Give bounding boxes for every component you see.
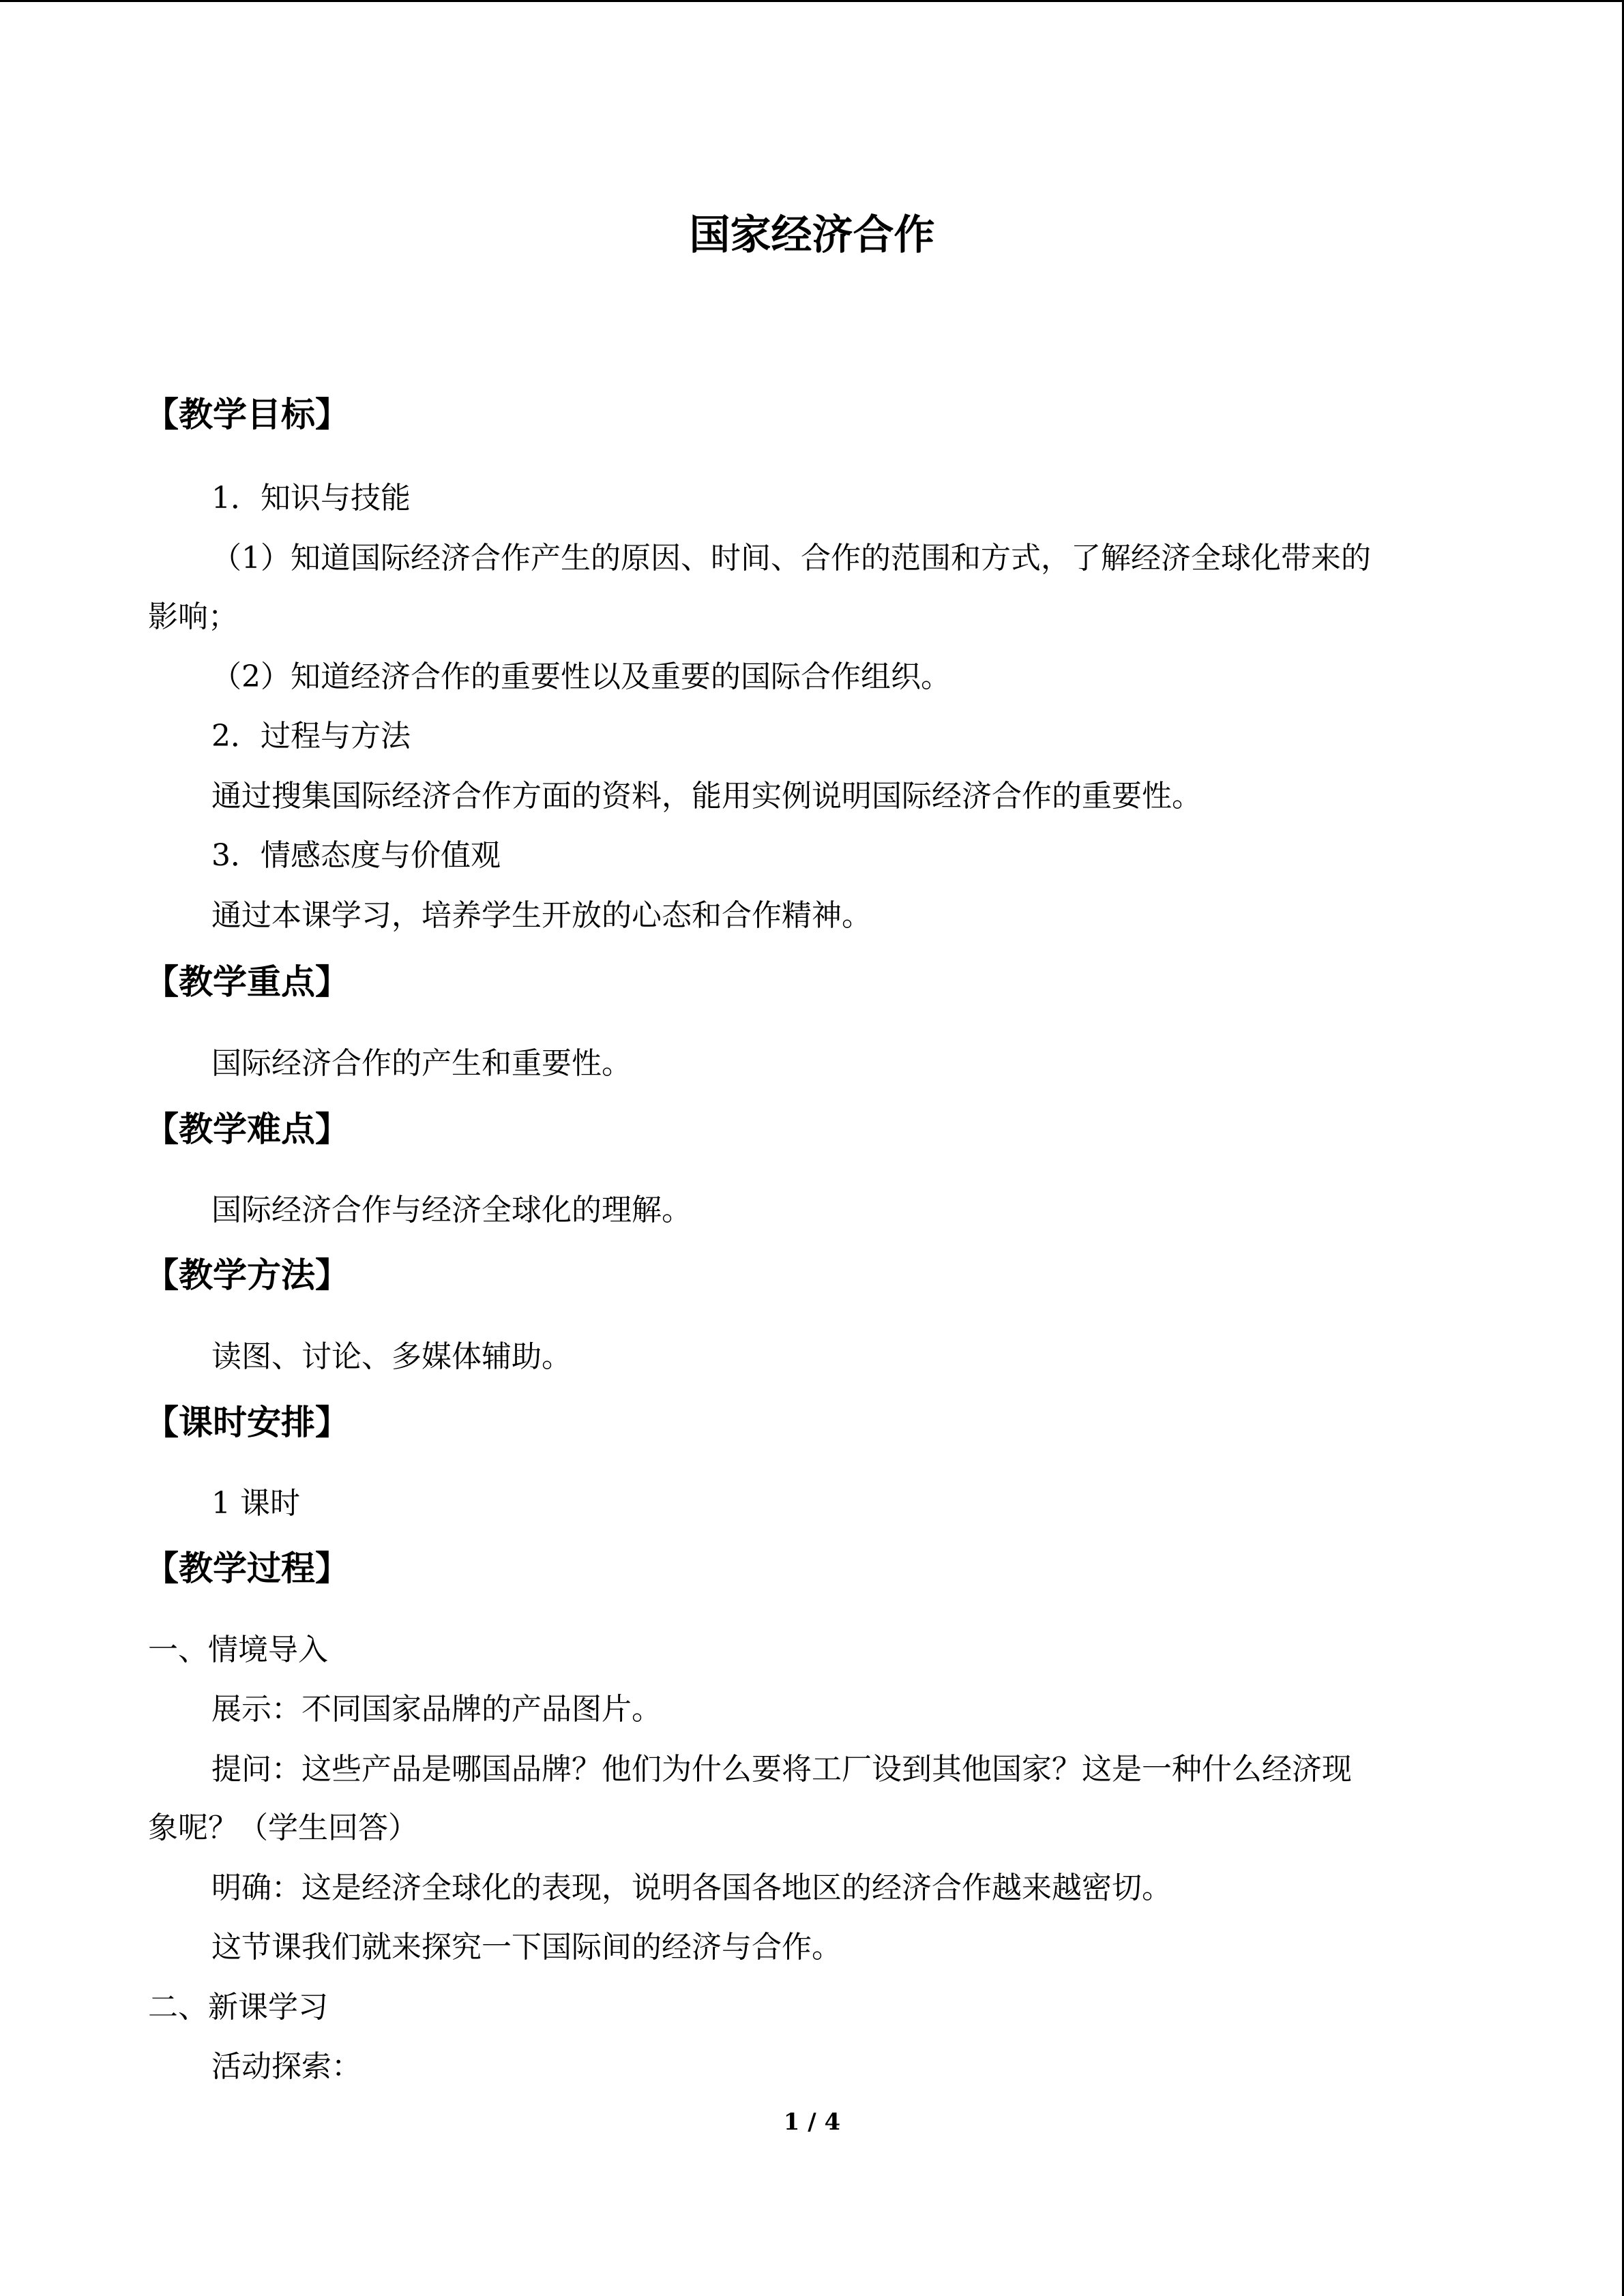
methods-text: 读图、讨论、多媒体辅助。 [211, 1339, 572, 1374]
goals-item-2: 2．过程与方法 [211, 719, 411, 754]
process-paragraph-1: 展示：不同国家品牌的产品图片。 [211, 1692, 662, 1727]
process-paragraph-2-line-1: 提问：这些产品是哪国品牌？他们为什么要将工厂设到其他国家？这是一种什么经济现 [211, 1752, 1352, 1787]
difficulties-text: 国际经济合作与经济全球化的理解。 [211, 1193, 692, 1227]
section-heading-key-points: 【教学重点】 [145, 962, 349, 1002]
process-paragraph-2-line-2: 象呢？（学生回答） [148, 1810, 418, 1845]
goals-item-3-paragraph: 通过本课学习，培养学生开放的心态和合作精神。 [211, 898, 872, 933]
section-heading-schedule: 【课时安排】 [145, 1403, 349, 1442]
goals-item-1: 1．知识与技能 [211, 481, 411, 516]
process-paragraph-4: 这节课我们就来探究一下国际间的经济与合作。 [211, 1930, 842, 1965]
goals-item-1-paragraph-1-line-1: （1）知道国际经济合作产生的原因、时间、合作的范围和方式，了解经济全球化带来的 [211, 541, 1371, 576]
page-number: 1 / 4 [783, 2108, 841, 2136]
key-points-text: 国际经济合作的产生和重要性。 [211, 1046, 632, 1081]
goals-item-1-paragraph-1-line-2: 影响； [148, 599, 238, 634]
section-heading-process: 【教学过程】 [145, 1549, 349, 1588]
document-title: 国家经济合作 [689, 211, 935, 259]
goals-item-3: 3．情感态度与价值观 [211, 838, 501, 873]
section-heading-goals: 【教学目标】 [145, 395, 349, 434]
process-part-1-heading: 一、情境导入 [148, 1632, 328, 1667]
goals-item-2-paragraph: 通过搜集国际经济合作方面的资料，能用实例说明国际经济合作的重要性。 [211, 779, 1202, 814]
goals-item-1-paragraph-2: （2）知道经济合作的重要性以及重要的国际合作组织。 [211, 659, 951, 694]
schedule-text: 1 课时 [211, 1486, 300, 1521]
process-paragraph-5: 活动探索： [211, 2049, 361, 2084]
process-part-2-heading: 二、新课学习 [148, 1990, 328, 2025]
process-paragraph-3: 明确：这是经济全球化的表现，说明各国各地区的经济合作越来越密切。 [211, 1870, 1172, 1905]
section-heading-methods: 【教学方法】 [145, 1255, 349, 1295]
section-heading-difficulties: 【教学难点】 [145, 1109, 349, 1149]
